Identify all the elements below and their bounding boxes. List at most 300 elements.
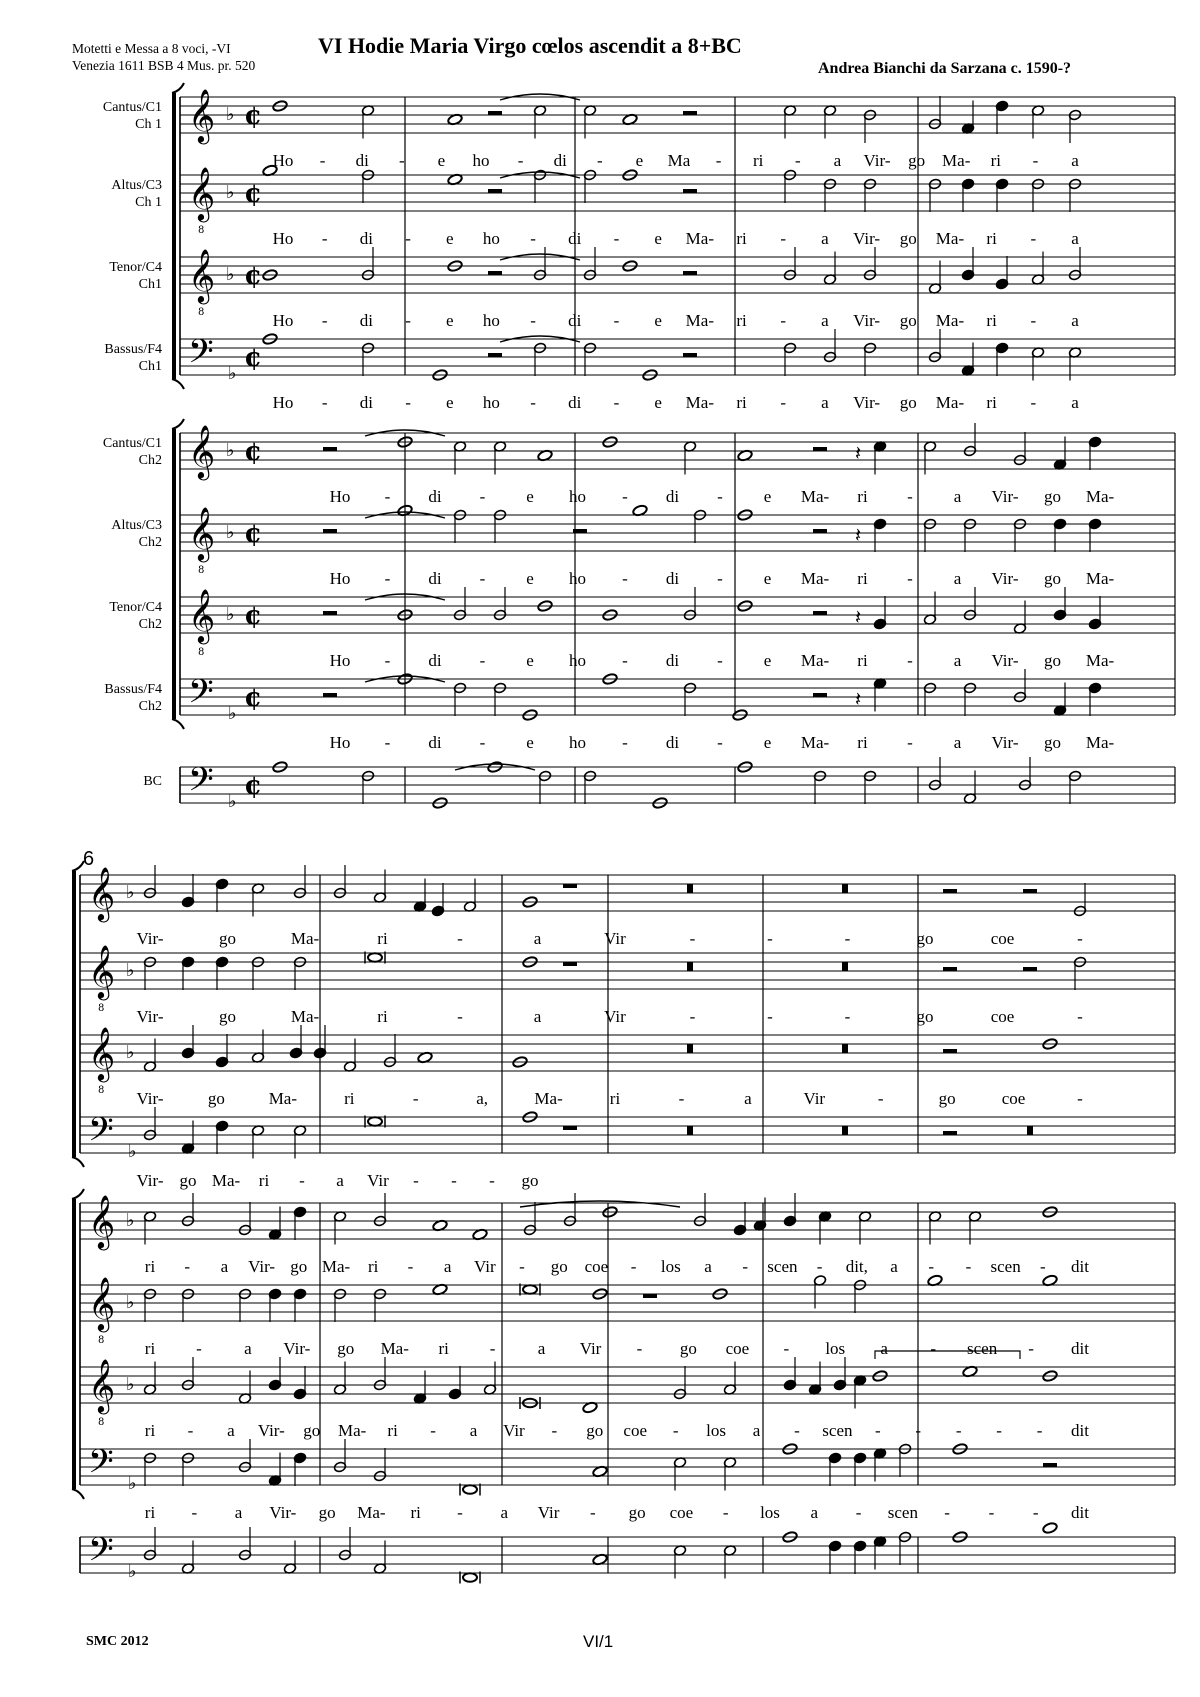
lyric-syllable: los — [706, 1421, 727, 1440]
choir-name: Ch2 — [138, 453, 162, 468]
flat-icon: ♭ — [226, 182, 235, 203]
octave-marker: 8 — [98, 1417, 105, 1428]
lyric-syllable: - — [451, 1171, 457, 1190]
half-rest — [488, 111, 502, 115]
cut-time-icon: ¢ — [244, 437, 263, 467]
lyric-syllable: di — [665, 569, 680, 588]
lyric-syllable: coe — [990, 1007, 1015, 1026]
lyric-syllable: - — [717, 733, 723, 752]
lyric-syllable: di — [553, 151, 567, 170]
lyric-syllable: - — [742, 1257, 749, 1276]
lyric-syllable: Vir — [537, 1503, 560, 1522]
long-rest — [687, 1044, 693, 1053]
choir-name: Ch1 — [138, 277, 162, 292]
lyric-syllable: dit, — [845, 1257, 868, 1276]
flat-icon: ♭ — [228, 703, 237, 724]
lyric-syllable: go — [899, 229, 917, 248]
whole-rest — [563, 884, 577, 888]
lyric-syllable: a — [533, 1007, 542, 1026]
bass-clef-icon: 𝄢 — [88, 1111, 114, 1157]
long-rest — [842, 1126, 848, 1135]
lyric-syllable: a — [500, 1503, 509, 1522]
bracket-hook — [172, 379, 184, 389]
cut-time-icon: ¢ — [244, 343, 263, 373]
lyric-syllable: ri — [144, 1257, 156, 1276]
lyric-syllable: - — [489, 1171, 495, 1190]
lyric-syllable: - — [907, 733, 913, 752]
half-rest — [323, 447, 337, 451]
choir-name: Ch2 — [138, 617, 162, 632]
treble-clef-icon: 𝄞 — [188, 588, 216, 642]
lyric-syllable: Ma- — [357, 1503, 386, 1522]
lyric-syllable: a — [833, 151, 842, 170]
lyric-syllable: - — [1039, 1257, 1046, 1276]
lyric-syllable: Vir- — [283, 1339, 311, 1358]
lyric-syllable: - — [930, 1339, 936, 1358]
half-rest — [943, 967, 957, 971]
lyric-syllable: - — [1077, 1007, 1083, 1026]
lyric-syllable: - — [794, 151, 801, 170]
measure-number: 6 — [83, 848, 95, 870]
choir-name: Ch2 — [138, 535, 162, 550]
lyric-syllable: - — [384, 733, 391, 752]
lyric-syllable: Ma- — [290, 929, 320, 948]
lyric-syllable: e — [635, 151, 644, 170]
lyric-syllable: go — [908, 151, 926, 170]
staff-label — [70, 435, 162, 469]
lyric-syllable: - — [816, 1257, 823, 1276]
lyric-syllable: e — [526, 733, 534, 752]
lyric-syllable: - — [412, 1089, 419, 1108]
treble-clef-icon: 𝄞 — [88, 866, 116, 920]
lyric-syllable: - — [877, 1089, 884, 1108]
lyric-syllable: - — [413, 1171, 419, 1190]
lyric-syllable: ri — [438, 1339, 449, 1358]
long-rest — [687, 884, 693, 893]
lyric-syllable: - — [767, 1007, 773, 1026]
half-rest — [813, 447, 827, 451]
lyric-syllable: Ma- — [380, 1339, 409, 1358]
choir-name: Ch2 — [138, 699, 162, 714]
half-rest — [813, 611, 827, 615]
lyric-syllable: Ma- — [211, 1171, 241, 1190]
lyric-syllable: go — [916, 929, 934, 948]
whole-rest — [563, 1126, 577, 1130]
bracket-hook — [72, 1157, 84, 1167]
lyric-syllable: a — [953, 569, 962, 588]
lyric-syllable: a — [537, 1339, 546, 1358]
treble-clef-icon: 𝄞 — [188, 166, 216, 220]
bass-clef-icon: 𝄢 — [88, 1531, 114, 1577]
lyric-syllable: a — [1071, 229, 1079, 248]
lyric-syllable: e — [445, 229, 454, 248]
lyric-syllable: Vir- — [257, 1421, 285, 1440]
flat-icon: ♭ — [126, 1374, 135, 1395]
lyric-syllable: go — [303, 1421, 321, 1440]
ligature-bracket — [875, 1351, 1020, 1359]
lyric-syllable: go — [219, 929, 236, 948]
lyric-syllable: - — [907, 487, 913, 506]
lyric-syllable: Ma — [667, 151, 691, 170]
lyric-syllable: a — [821, 229, 829, 248]
lyric-syllable: Vir — [803, 1089, 826, 1108]
flat-icon: ♭ — [126, 960, 135, 981]
lyric-syllable: a — [244, 1339, 252, 1358]
lyric-syllable: Vir- — [991, 733, 1019, 752]
lyric-syllable: go — [899, 311, 917, 330]
lyric-syllable: - — [184, 1257, 191, 1276]
lyric-syllable: - — [672, 1421, 679, 1440]
long-rest — [1027, 1126, 1033, 1135]
half-rest — [1023, 889, 1037, 893]
octave-marker: 8 — [198, 225, 205, 236]
lyric-syllable: Ma- — [1085, 569, 1115, 588]
lyric-syllable: a — [810, 1503, 819, 1522]
lyric-syllable: - — [457, 1503, 463, 1522]
lyric-syllable: - — [717, 651, 723, 670]
flat-icon: ♭ — [126, 1292, 135, 1313]
lyric-syllable: - — [405, 311, 411, 330]
bass-clef-icon: 𝄢 — [188, 333, 214, 379]
lyric-syllable: ri — [736, 393, 747, 412]
lyric-syllable: - — [1028, 1339, 1034, 1358]
lyric-syllable: di — [568, 393, 582, 412]
voice-name: BC — [143, 774, 162, 789]
long-rest — [842, 884, 848, 893]
lyric-syllable: Vir — [503, 1421, 525, 1440]
lyric-syllable: go — [550, 1257, 568, 1276]
voice-name: Altus/C3 — [111, 178, 162, 193]
tie — [520, 1201, 680, 1207]
flat-icon: ♭ — [128, 1561, 137, 1582]
lyric-syllable: - — [187, 1421, 194, 1440]
lyric-syllable: coe — [669, 1503, 694, 1522]
lyric-syllable: dit — [1071, 1339, 1089, 1358]
lyric-syllable: - — [780, 311, 787, 330]
lyric-syllable: - — [1030, 311, 1037, 330]
lyric-syllable: Ma- — [800, 487, 830, 506]
long-rest — [842, 1044, 848, 1053]
lyric-syllable: ri — [387, 1421, 398, 1440]
cut-time-icon: ¢ — [244, 101, 263, 131]
lyric-syllable: a — [880, 1339, 888, 1358]
lyric-syllable: - — [689, 929, 696, 948]
lyric-syllable: ri — [990, 151, 1001, 170]
lyric-syllable: ho — [569, 733, 586, 752]
lyric-syllable: - — [722, 1503, 729, 1522]
lyric-syllable: go — [207, 1089, 225, 1108]
flat-icon: ♭ — [128, 1473, 137, 1494]
lyric-syllable: - — [479, 487, 486, 506]
lyric-syllable: Ma- — [800, 569, 830, 588]
lyric-syllable: - — [551, 1421, 558, 1440]
breve-note — [463, 1573, 477, 1581]
bass-clef-icon: 𝄢 — [88, 1443, 114, 1489]
lyric-syllable: - — [678, 1089, 685, 1108]
lyric-syllable: Vir — [604, 1007, 626, 1026]
lyric-syllable: di — [428, 569, 442, 588]
lyric-syllable: Vir — [367, 1171, 389, 1190]
lyric-syllable: ri — [857, 569, 868, 588]
treble-clef-icon: 𝄞 — [188, 506, 216, 560]
lyric-syllable: di — [568, 311, 582, 330]
lyric-syllable: go — [586, 1421, 604, 1440]
lyric-syllable: - — [519, 1257, 525, 1276]
page-number: VI/1 — [583, 1632, 614, 1651]
lyric-syllable: a — [469, 1421, 478, 1440]
bracket-hook — [72, 1489, 84, 1499]
lyric-syllable: Ma- — [534, 1089, 563, 1108]
lyric-syllable: - — [996, 1421, 1002, 1440]
flat-icon: ♭ — [226, 104, 235, 125]
lyric-syllable: Ho — [329, 487, 351, 506]
lyric-syllable: go — [1044, 651, 1061, 670]
lyric-syllable: - — [1030, 393, 1037, 412]
lyric-syllable: a — [953, 733, 962, 752]
voice-name: Altus/C3 — [111, 518, 162, 533]
lyric-syllable: a — [1071, 151, 1079, 170]
lyric-syllable: ri — [857, 487, 868, 506]
bracket-hook — [172, 83, 184, 93]
lyric-syllable: ri — [736, 229, 747, 248]
treble-clef-icon: 𝄞 — [188, 88, 216, 142]
half-rest — [683, 353, 697, 357]
lyric-syllable: ho — [569, 569, 586, 588]
composer: Andrea Bianchi da Sarzana c. 1590-? — [818, 60, 1072, 77]
half-rest — [323, 611, 337, 615]
cut-time-icon: ¢ — [244, 683, 263, 713]
lyric-syllable: Ma- — [1085, 651, 1115, 670]
treble-clef-icon: 𝄞 — [188, 248, 216, 302]
lyric-syllable: - — [988, 1503, 995, 1522]
octave-marker: 8 — [98, 1003, 105, 1014]
lyric-syllable: - — [191, 1503, 198, 1522]
half-rest — [1023, 967, 1037, 971]
staff-label — [70, 177, 162, 211]
lyric-syllable: scen — [887, 1503, 918, 1522]
lyric-syllable: - — [1077, 929, 1083, 948]
lyric-syllable: ri — [986, 393, 997, 412]
lyric-syllable: Ma- — [338, 1421, 367, 1440]
quarter-rest: 𝄽 — [855, 441, 862, 465]
lyric-syllable: Vir- — [136, 1089, 164, 1108]
lyric-syllable: a — [336, 1171, 344, 1190]
lyric-syllable: ho — [569, 651, 586, 670]
lyric-syllable: - — [689, 1007, 696, 1026]
lyric-syllable: - — [715, 151, 722, 170]
lyric-syllable: los — [825, 1339, 846, 1358]
choir-name: Ch 1 — [135, 195, 162, 210]
lyric-syllable: Vir- — [853, 311, 881, 330]
half-rest — [488, 353, 502, 357]
lyric-syllable: - — [955, 1421, 962, 1440]
lyric-syllable: - — [622, 733, 628, 752]
treble-clef-icon: 𝄞 — [88, 1026, 116, 1080]
lyric-syllable: a — [443, 1257, 452, 1276]
lyric-syllable: a — [234, 1503, 243, 1522]
lyric-syllable: Vir- — [991, 487, 1019, 506]
lyric-syllable: a — [533, 929, 542, 948]
bracket-hook — [172, 719, 184, 729]
lyric-syllable: a — [953, 487, 962, 506]
whole-rest — [643, 1294, 657, 1298]
flat-icon: ♭ — [228, 363, 237, 384]
half-rest — [573, 529, 587, 533]
lyric-syllable: ri — [258, 1171, 270, 1190]
half-rest — [683, 111, 697, 115]
quarter-rest: 𝄽 — [855, 605, 862, 629]
treble-clef-icon: 𝄞 — [88, 944, 116, 998]
flat-icon: ♭ — [126, 882, 135, 903]
lyric-syllable: - — [384, 569, 391, 588]
lyric-syllable: Ho — [329, 651, 351, 670]
lyric-syllable: - — [1077, 1089, 1083, 1108]
choir-name: Ch1 — [138, 359, 162, 374]
lyric-syllable: a — [1071, 393, 1079, 412]
lyric-syllable: - — [457, 929, 463, 948]
lyric-syllable: a — [1071, 311, 1079, 330]
half-rest — [683, 189, 697, 193]
flat-icon: ♭ — [226, 522, 235, 543]
half-rest — [813, 529, 827, 533]
lyric-syllable: ho — [569, 487, 586, 506]
lyric-syllable: a — [752, 1421, 761, 1440]
half-rest — [323, 693, 337, 697]
lyric-syllable: - — [319, 151, 326, 170]
lyric-syllable: go — [290, 1257, 308, 1276]
lyric-syllable: ri — [857, 733, 868, 752]
lyric-syllable: - — [530, 229, 536, 248]
half-rest — [943, 889, 957, 893]
lyric-syllable: Vir- — [248, 1257, 276, 1276]
lyric-syllable: - — [874, 1421, 881, 1440]
lyric-syllable: go — [179, 1171, 197, 1190]
lyric-syllable: Ho — [329, 569, 351, 588]
lyric-syllable: ho — [482, 229, 500, 248]
lyric-syllable: - — [844, 929, 851, 948]
lyric-syllable: coe — [990, 929, 1015, 948]
lyric-syllable: go — [899, 393, 917, 412]
voice-name: Tenor/C4 — [109, 600, 162, 615]
flat-icon: ♭ — [226, 264, 235, 285]
lyric-syllable: a — [227, 1421, 235, 1440]
lyric-syllable: - — [517, 151, 524, 170]
flat-icon: ♭ — [226, 604, 235, 625]
lyric-syllable: - — [407, 1257, 414, 1276]
lyric-syllable: - — [907, 651, 913, 670]
breve-note — [463, 1485, 477, 1493]
lyric-syllable: scen — [990, 1257, 1021, 1276]
octave-marker: 8 — [198, 307, 205, 318]
lyric-syllable: - — [479, 651, 486, 670]
half-rest — [943, 1049, 957, 1053]
treble-clef-icon: 𝄞 — [88, 1194, 116, 1248]
lyric-syllable: ri — [377, 929, 388, 948]
lyric-syllable: coe — [725, 1339, 750, 1358]
bracket-hook — [172, 419, 184, 429]
staff-label — [70, 341, 162, 375]
octave-marker: 8 — [98, 1335, 105, 1346]
lyric-syllable: Ho — [272, 151, 294, 170]
cut-time-icon: ¢ — [244, 261, 263, 291]
lyric-syllable: Ma- — [1085, 487, 1115, 506]
lyric-syllable: a — [953, 651, 962, 670]
lyric-syllable: ri — [144, 1421, 156, 1440]
quarter-rest: 𝄽 — [855, 523, 862, 547]
lyric-syllable: Vir — [579, 1339, 602, 1358]
lyric-syllable: - — [530, 311, 536, 330]
lyric-syllable: - — [457, 1007, 463, 1026]
flat-icon: ♭ — [126, 1210, 135, 1231]
lyric-syllable: go — [521, 1171, 539, 1190]
lyric-syllable: Ma- — [268, 1089, 298, 1108]
half-rest — [683, 271, 697, 275]
lyric-syllable: e — [763, 651, 772, 670]
lyric-syllable: - — [321, 229, 328, 248]
lyric-syllable: a, — [476, 1089, 489, 1108]
lyric-syllable: - — [405, 229, 411, 248]
lyric-syllable: go — [337, 1339, 355, 1358]
lyric-syllable: go — [318, 1503, 336, 1522]
lyric-syllable: di — [665, 733, 680, 752]
half-rest — [1043, 1463, 1057, 1467]
lyric-syllable: - — [479, 733, 486, 752]
lyric-syllable: coe — [623, 1421, 648, 1440]
treble-clef-icon: 𝄞 — [88, 1276, 116, 1330]
lyric-syllable: - — [965, 1257, 972, 1276]
lyric-syllable: e — [763, 487, 772, 506]
lyric-syllable: dit — [1071, 1421, 1089, 1440]
lyric-syllable: - — [844, 1007, 851, 1026]
lyric-syllable: - — [767, 929, 773, 948]
breve-note — [523, 1285, 537, 1293]
lyric-syllable: - — [630, 1257, 637, 1276]
breve-note — [368, 953, 382, 961]
lyric-syllable: - — [613, 393, 620, 412]
lyric-syllable: - — [783, 1339, 790, 1358]
lyric-syllable: Vir — [604, 929, 626, 948]
lyric-syllable: di — [428, 487, 442, 506]
lyric-syllable: - — [321, 311, 328, 330]
lyric-syllable: coe — [1001, 1089, 1026, 1108]
lyric-syllable: Ho — [272, 311, 294, 330]
lyric-syllable: - — [780, 229, 787, 248]
octave-marker: 8 — [198, 565, 205, 576]
lyric-syllable: - — [530, 393, 536, 412]
lyric-syllable: - — [479, 569, 486, 588]
long-rest — [687, 1126, 693, 1135]
lyric-syllable: Vir- — [136, 929, 164, 948]
lyric-syllable: Ma- — [800, 733, 830, 752]
lyric-syllable: Ma- — [1085, 733, 1115, 752]
lyric-syllable: Ho — [329, 733, 351, 752]
lyric-syllable: a — [704, 1257, 712, 1276]
treble-clef-icon: 𝄞 — [188, 424, 216, 478]
lyric-syllable: e — [445, 311, 454, 330]
staff-label — [70, 99, 162, 133]
voice-name: Cantus/C1 — [102, 436, 162, 451]
lyric-syllable: e — [526, 569, 534, 588]
lyric-syllable: - — [590, 1503, 596, 1522]
long-rest — [842, 962, 848, 971]
lyric-syllable: - — [928, 1257, 935, 1276]
lyric-syllable: ho — [482, 393, 500, 412]
flat-icon: ♭ — [128, 1141, 137, 1162]
page-title: VI Hodie Maria Virgo cœlos ascendit a 8+BC — [318, 33, 742, 58]
lyric-syllable: ri — [857, 651, 868, 670]
lyric-syllable: a — [890, 1257, 898, 1276]
lyric-syllable: di — [428, 651, 442, 670]
